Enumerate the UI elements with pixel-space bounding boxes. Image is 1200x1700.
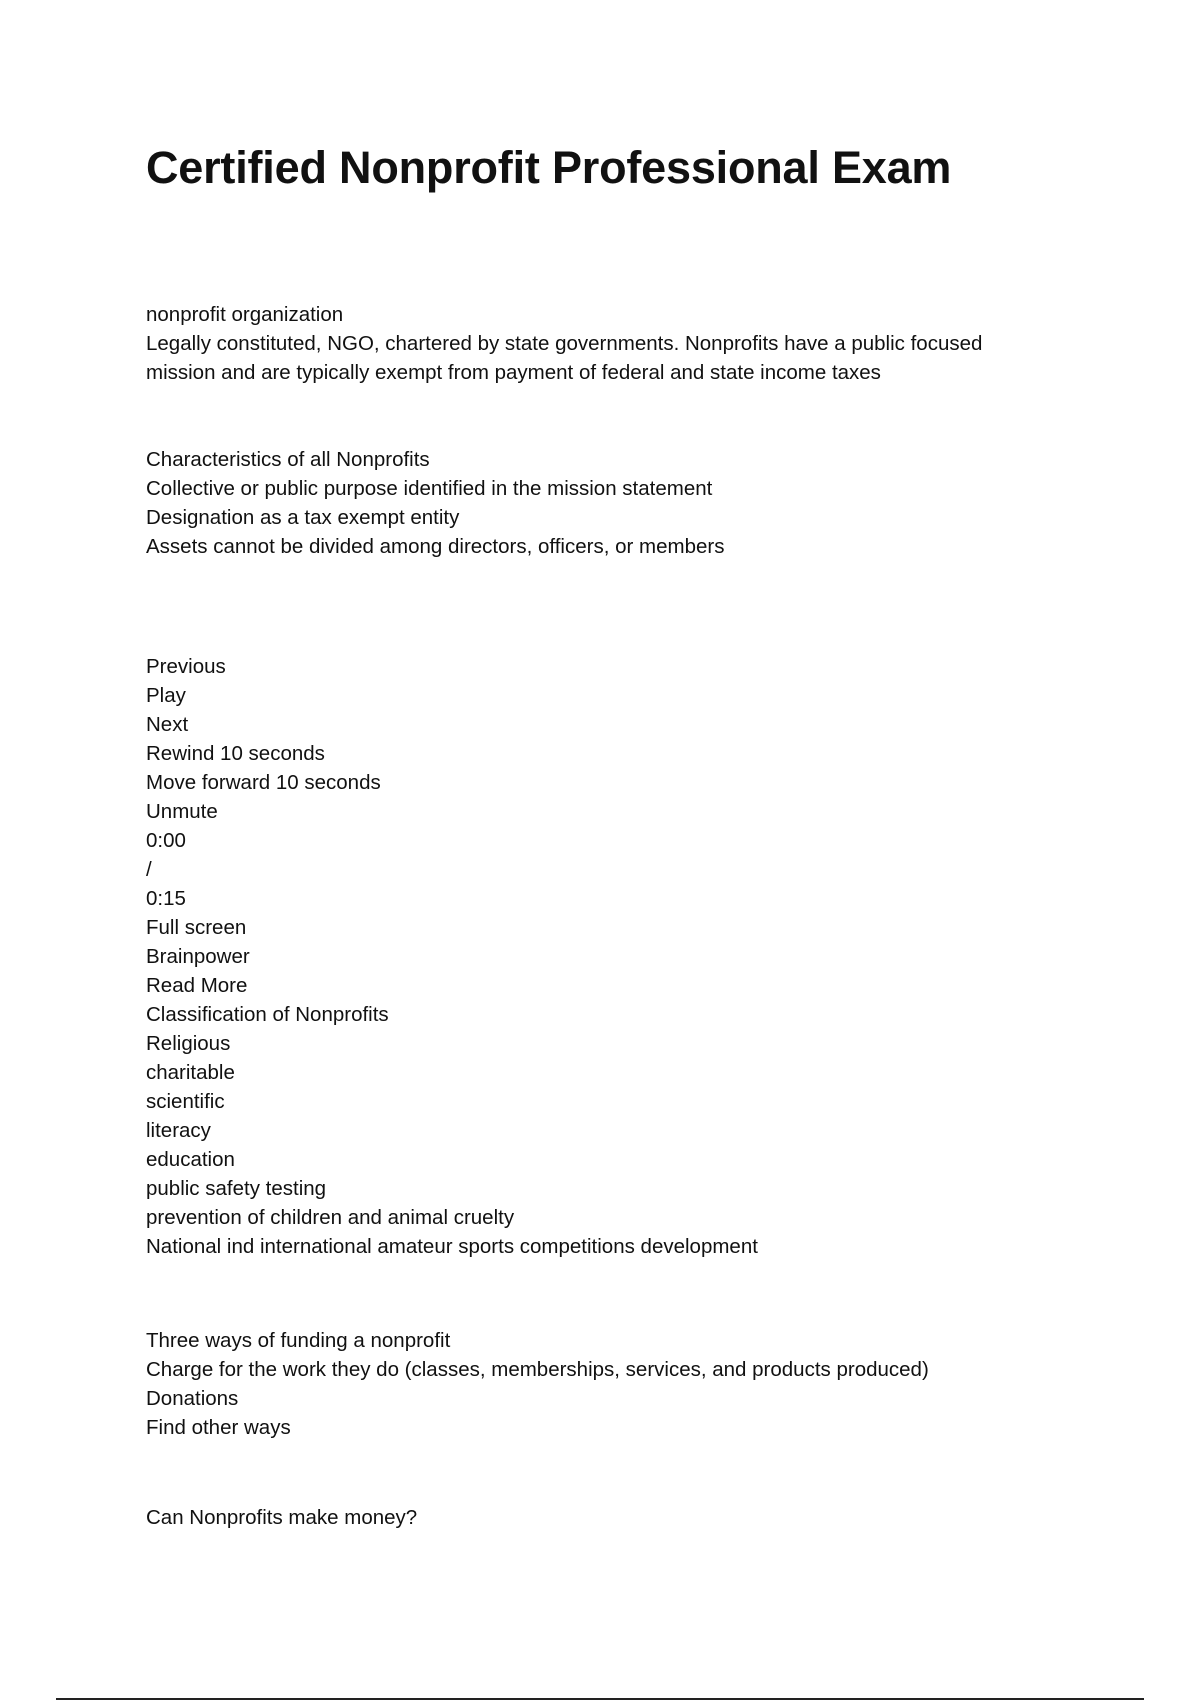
forward-button[interactable]: Move forward 10 seconds — [146, 771, 381, 794]
classification-item: public safety testing — [146, 1177, 327, 1200]
document-title: Certified Nonprofit Professional Exam — [146, 142, 952, 193]
play-button[interactable]: Play — [146, 684, 186, 707]
definition-text-line: mission and are typically exempt from payment of federal and state income taxes — [146, 361, 881, 384]
classification-item: literacy — [146, 1119, 211, 1142]
duration: 0:15 — [146, 887, 186, 910]
funding-item: Charge for the work they do (classes, memberships, services, and products produced) — [146, 1358, 929, 1381]
classification-heading: Classification of Nonprofits — [146, 1003, 389, 1026]
classification-item: Religious — [146, 1032, 231, 1055]
classification-item: scientific — [146, 1090, 225, 1113]
question-section — [146, 1503, 1086, 1532]
classification-item: charitable — [146, 1061, 235, 1084]
characteristics-item: Designation as a tax exempt entity — [146, 506, 460, 529]
characteristics-heading: Characteristics of all Nonprofits — [146, 448, 430, 471]
definition-text-line: Legally constituted, NGO, chartered by state governments. Nonprofits have a public focused — [146, 332, 983, 355]
brand-label: Brainpower — [146, 945, 250, 968]
fullscreen-button[interactable]: Full screen — [146, 916, 247, 939]
funding-item: Find other ways — [146, 1416, 291, 1439]
definition-term: nonprofit organization — [146, 303, 344, 326]
question-text: Can Nonprofits make money? — [146, 1506, 418, 1529]
video-player-text — [146, 652, 1086, 1261]
previous-button[interactable]: Previous — [146, 655, 226, 678]
read-more-link[interactable]: Read More — [146, 974, 248, 997]
funding-heading: Three ways of funding a nonprofit — [146, 1329, 451, 1352]
classification-item: prevention of children and animal cruelty — [146, 1206, 515, 1229]
classification-item: education — [146, 1148, 235, 1171]
current-time: 0:00 — [146, 829, 186, 852]
time-separator: / — [146, 858, 152, 881]
classification-item: National ind international amateur sports competitions development — [146, 1235, 758, 1258]
rewind-button[interactable]: Rewind 10 seconds — [146, 742, 325, 765]
characteristics-item: Assets cannot be divided among directors, officers, or members — [146, 535, 725, 558]
definition-section — [146, 300, 1086, 387]
unmute-button[interactable]: Unmute — [146, 800, 218, 823]
funding-section — [146, 1326, 1086, 1442]
next-button[interactable]: Next — [146, 713, 189, 736]
funding-item: Donations — [146, 1387, 239, 1410]
characteristics-item: Collective or public purpose identified in the mission statement — [146, 477, 713, 500]
characteristics-section — [146, 445, 1086, 561]
